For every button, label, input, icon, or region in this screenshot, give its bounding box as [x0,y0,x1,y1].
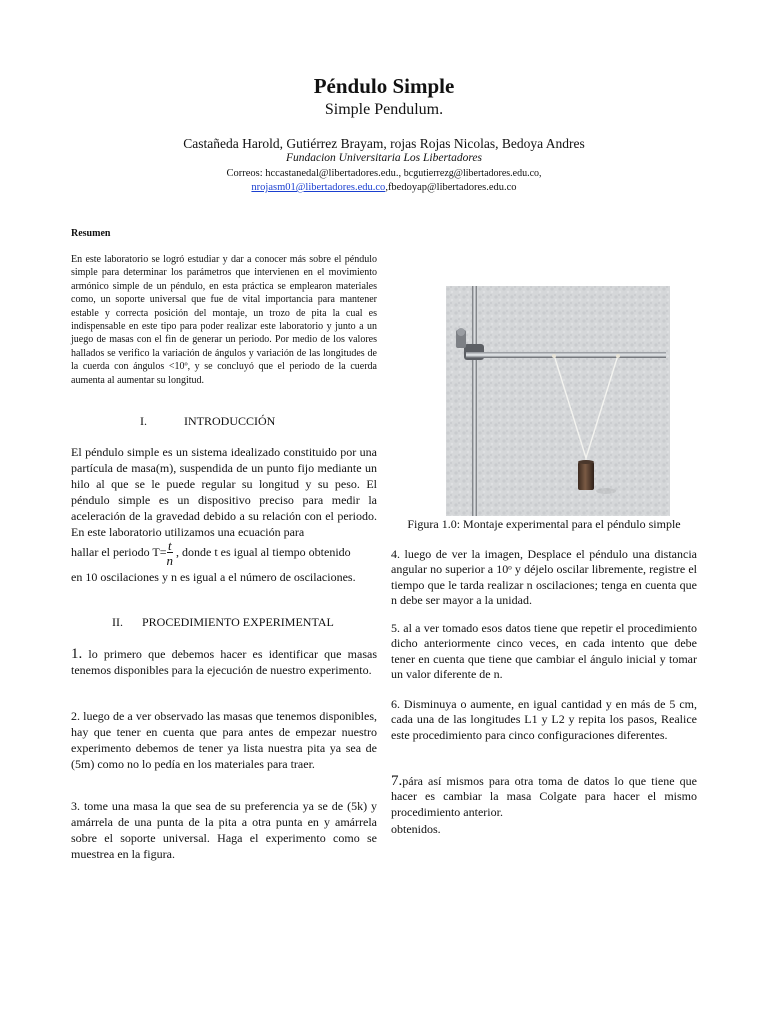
procedure-step-5: 5. al a ver tomado esos datos tiene que repetir el procedimiento dicho anteriormente cinco veces, en cada intento que debe tener en cuenta que tiene que cambiar el ángulo inicial y tomar un valor diferente de n. [391,621,697,681]
step-number: 1. [71,646,83,662]
pendulum-illustration [446,286,670,516]
email-castaneda: hccastanedal@libertadores.edu. [265,168,399,179]
procedure-step-6: 6. Disminuya o aumente, en igual cantidad y en más de 5 cm, cada una de las longitudes L1 y L2 y repita los pasos, Realice este procedimiento para cinco configuraciones diferentes. [391,697,697,742]
email-separator: , [398,168,404,179]
section-name: INTRODUCCIÓN [184,414,276,428]
procedure-step-4: 4. luego de ver la imagen, Desplace el péndulo una distancia angular no superior a 10ᵒ y déjelo oscilar libremente, registre el tiempo que le tarda realizar n oscilaciones; tenga en cuenta que n debe ser mayor a la unidad. [391,547,697,607]
email-gutierrez: bcgutierrezg@libertadores.edu.co, [403,168,542,179]
paper-title: Péndulo Simple [313,74,455,98]
section-number: II. [112,615,123,629]
section-number: I. [140,414,147,428]
abstract-heading: Resumen [71,228,111,239]
email-rojas-link[interactable]: nrojasm01@libertadores.edu.co [251,182,386,193]
paper-subtitle: Simple Pendulum. [324,101,444,118]
formula-suffix: , donde t es igual al tiempo obtenido [173,545,351,559]
procedure-step-7 [391,774,697,820]
abstract-text: En este laboratorio se logró estudiar y dar a conocer más sobre el péndulo simple para determinar los parámetros que intervienen en el movimiento armónico simple de un péndulo, en esta práctica se emplearon materiales como, un soporte universal que fue de vital importancia para mantener estable y correcta posición del montaje, un trozo de pita la cual es indispensable en este tipo para poder realizar este laboratorio y junto a un juego de masas con el fin de generar un periodo. Por medio de los valores hallados se verifico la variación de ángulos y variación de las longitudes de la cuerda con ángulos <10º, y se concluyó que el periodo de la cuerda aumenta al aumentar su longitud. [71,254,377,386]
email-separator-2: , [385,182,388,193]
step-number: 7. [391,773,403,789]
institution: Fundacion Universitaria Los Libertadores [285,152,483,164]
authors: Castañeda Harold, Gutiérrez Brayam, rojas Rojas Nicolas, Bedoya Andres [183,136,585,151]
emails-line-1 [0,168,768,179]
formula-prefix: hallar el periodo T= [71,545,167,559]
emails-prefix: Correos: [226,168,266,179]
emails-line-2 [0,182,768,193]
fraction-denominator: n [166,553,174,569]
procedure-step-3: 3. tome una masa la que sea de su preferencia ya se de (5k) y amárrela de una punta de la pita a otra punta en y amárrela sobre el soporte universal. Haga el experimento como se muestrea en la figura. [71,799,377,861]
email-bedoya: fbedoyap@libertadores.edu.co [387,182,517,193]
step-text: pára así mismos para otra toma de datos lo que tiene que hacer es cambiar la masa Colgate para hacer el mismo procedimiento anterior. [391,774,697,819]
intro-paragraph-continued: en 10 oscilaciones y n es igual a el número de oscilaciones. [71,570,356,584]
period-formula-line [71,536,377,568]
procedure-step-2: 2. luego de a ver observado las masas que tenemos disponibles, hay que tener en cuenta que para antes de empezar nuestro experimento debemos de tener ya lista nuestra pita ya sea de (5m) como no lo pedía en los materiales para traer. [71,709,377,771]
pendulum-setup-photo [446,286,670,516]
procedure-step-7-trailing: obtenidos. [391,822,441,836]
fraction-numerator: t [167,538,172,554]
intro-paragraph: El péndulo simple es un sistema idealizado constituido por una partícula de masa(m), suspendida de un punto fijo mediante un hilo al que se le puede regular su longitud y su peso. El péndulo simple es un dispositivo preciso para medir la aceleración de la gravedad debido a su relación con el periodo. En este laboratorio utilizamos una ecuación para [71,445,377,539]
step-text: lo primero que debemos hacer es identificar que masas tenemos disponibles para la ejecución de nuestro experimento. [71,647,377,677]
section-name: PROCEDIMIENTO EXPERIMENTAL [142,615,334,629]
figure-caption: Figura 1.0: Montaje experimental para el péndulo simple [407,517,681,531]
procedure-step-1 [71,646,377,678]
